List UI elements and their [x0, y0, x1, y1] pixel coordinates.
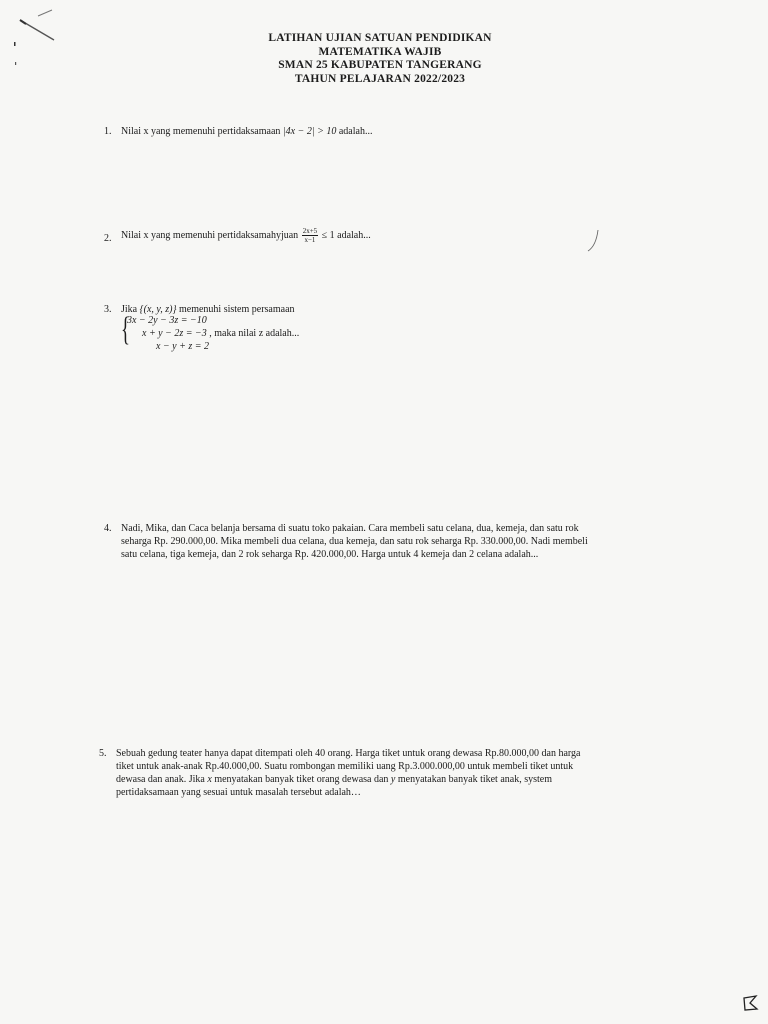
school-name: SMAN 25 KABUPATEN TANGERANG [278, 59, 482, 71]
exam-title: LATIHAN UJIAN SATUAN PENDIDIKAN [268, 32, 492, 44]
subject-name: MATEMATIKA WAJIB [318, 45, 442, 58]
question-text: Sebuah gedung teater hanya dapat ditempati oleh 40 orang. Harga tiket untuk orang dewasa Rp.80.000,00 dan harga tiket untuk anak-anak Rp.40.000,00. Suatu rombongan memiliki uang Rp.3.000.000,00 untuk membeli tiket untuk dewasa dan anak. Jika x menyatakan banyak tiket orang dewasa dan y menyatakan banyak tiket anak, system pertidaksamaan yang sesuai untuk masalah tersebut adalah… [116, 748, 581, 798]
fraction: $\frac{2x+5}{x-1}$ [302, 227, 318, 244]
question-text: Jika {(x, y, z)} memenuhi sistem persamaan [121, 304, 295, 315]
question-5 [99, 747, 649, 803]
brace-icon: { [121, 311, 130, 348]
exam-header [0, 32, 760, 86]
academic-year: TAHUN PELAJARAN 2022/2023 [294, 72, 466, 85]
equation-3: x − y + z = 2 [156, 341, 210, 352]
question-text: Nilai x yang memenuhi pertidaksamahyjuan $\frac{2x+5}{x-1}$ ≤ 1 adalah... [121, 227, 371, 244]
equation-system [121, 311, 421, 354]
question-3 [104, 303, 664, 353]
math-expression: |4x − 2| > 10 [282, 126, 337, 137]
equation-2: x + y − 2z = −3 , maka nilai z adalah... [142, 328, 300, 339]
question-number: 4. [104, 523, 112, 534]
question-number: 2. [104, 233, 112, 244]
corner-scan-mark-icon [742, 994, 760, 1012]
question-4 [104, 522, 652, 564]
question-text: Nadi, Mika, dan Caca belanja bersama di suatu toko pakaian. Cara membeli satu celana, dua, kemeja, dan satu rok seharga Rp. 290.000,00. Mika membeli dua celana, dua kemeja, dan satu rok seharga Rp. 330.000,00. Nadi membeli satu celana, tiga kemeja, dan 2 rok seharga Rp. 420.000,00. Harga untuk 4 kemeja dan 2 celana adalah... [121, 523, 588, 560]
equation-1: 3x − 2y − 3z = −10 [127, 315, 207, 326]
math-expression: ≤ 1 [319, 229, 335, 241]
question-number: 5. [99, 748, 107, 759]
question-text: Nilai x yang memenuhi pertidaksamaan |4x − 2| > 10 adalah... [121, 126, 373, 137]
question-1 [104, 125, 664, 139]
question-number: 1. [104, 126, 112, 137]
question-2 [104, 227, 664, 249]
question-number: 3. [104, 304, 112, 315]
set-expression: {(x, y, z)} [139, 304, 177, 315]
